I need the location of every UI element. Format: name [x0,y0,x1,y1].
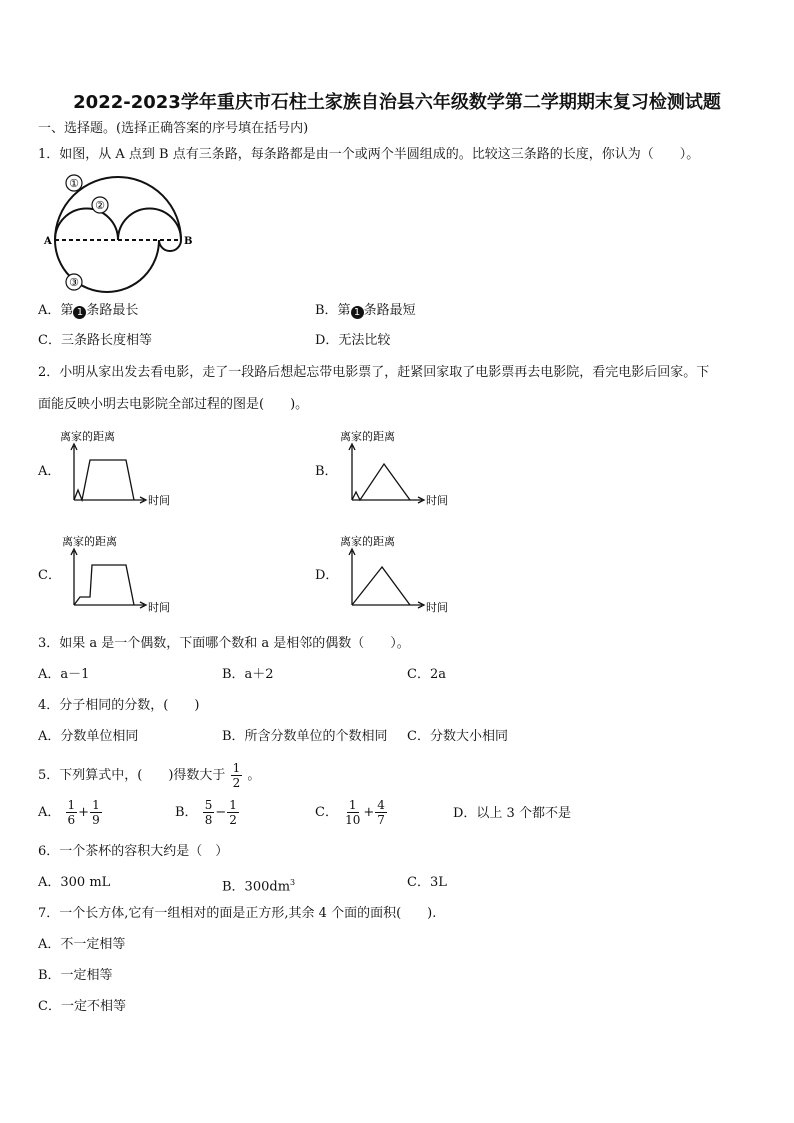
y-axis-label: 离家的距离 [62,535,117,548]
fraction [90,798,102,827]
q3-option-a[interactable]: A．a－1 [38,667,90,682]
numerator: 1 [348,798,357,812]
q6-stem: 6．一个茶杯的容积大约是（ ） [38,844,229,859]
denominator: 8 [204,813,213,827]
q7-option-c[interactable]: C．一定不相等 [38,999,126,1014]
x-axis-label: 时间 [148,494,170,507]
numerator: 5 [204,798,213,812]
numerator: 1 [229,798,237,812]
q2-option-a[interactable]: A． [38,464,61,479]
section-heading: 一、选择题。(选择正确答案的序号填在括号内) [38,121,309,136]
y-axis-label: 离家的距离 [340,430,395,443]
numerator: 4 [377,798,385,812]
q1-point-a: A [44,236,52,247]
fraction [231,761,243,790]
option-label: C． [315,805,338,820]
fraction [343,798,362,827]
q2-graph-b [338,428,463,510]
q2-graph-a [58,428,183,510]
q1-option-a[interactable] [38,303,138,319]
q1-option-c[interactable]: C．三条路长度相等 [38,333,152,348]
q5-option-b[interactable] [175,797,240,829]
q1-semicircle-figure [38,170,198,295]
q4-option-a[interactable]: A．分数单位相同 [38,729,139,744]
option-label: A． [38,805,61,820]
x-axis-label: 时间 [426,494,448,507]
q5-option-a[interactable] [38,797,103,829]
denominator: 6 [67,813,76,827]
fraction [375,798,387,827]
numerator: 1 [92,798,100,812]
q7-option-b[interactable]: B．一定相等 [38,968,113,983]
denominator: 9 [92,813,100,827]
q2-graph-d [338,533,463,615]
q1-option-b[interactable] [315,303,416,319]
operator: + [78,805,90,820]
fraction [66,798,78,827]
q1-option-d[interactable]: D．无法比较 [315,333,391,348]
numerator: 1 [232,761,241,775]
q6-option-b-exponent: 3 [290,878,296,887]
fraction [203,798,215,827]
q7-option-a[interactable]: A．不一定相等 [38,937,126,952]
q1-path-3-label: ③ [69,276,79,289]
q1-option-a-suffix: 条路最长 [86,303,139,318]
q5-option-d[interactable]: D．以上 3 个都不是 [453,806,571,821]
q1-path-2-label: ② [95,199,105,212]
denominator: 2 [232,776,241,790]
q4-option-b[interactable]: B．所含分数单位的个数相同 [222,729,388,744]
q2-option-c[interactable]: C． [38,568,61,583]
q2-option-b[interactable]: B． [315,464,338,479]
denominator: 2 [229,813,237,827]
q1-path-1-label: ① [69,177,79,190]
q2-stem-line2: 面能反映小明去电影院全部过程的图是( )。 [38,397,309,412]
q3-option-c[interactable]: C．2a [407,667,446,682]
x-axis-label: 时间 [426,601,448,614]
operator: − [215,805,227,820]
q3-stem: 3．如果 a 是一个偶数，下面哪个数和 a 是相邻的偶数（ ）。 [38,636,410,651]
q7-stem: 7．一个长方体,它有一组相对的面是正方形,其余 4 个面的面积( ). [38,906,437,921]
denominator: 7 [377,813,385,827]
q6-option-b-text: B．300dm [222,879,291,895]
circled-number-icon: 1 [351,306,364,319]
operator: + [363,805,375,820]
option-label: B． [175,805,198,820]
q3-option-b[interactable]: B．a＋2 [222,667,274,682]
q6-option-b[interactable] [222,875,295,895]
page-title: 2022-2023学年重庆市石柱土家族自治县六年级数学第二学期期末复习检测试题 [73,92,721,113]
denominator: 10 [345,813,361,827]
q4-option-c[interactable]: C．分数大小相同 [407,729,508,744]
y-axis-label: 离家的距离 [340,535,395,548]
q5-stem-text: 5．下列算式中，( )得数大于 [38,768,226,783]
q6-option-a[interactable]: A．300 mL [38,875,111,890]
q1-option-a-prefix: A．第 [38,303,74,318]
q1-point-b: B [184,236,193,247]
q6-option-c[interactable]: C．3L [407,875,447,890]
q2-stem-line1: 2．小明从家出发去看电影，走了一段路后想起忘带电影票了，赶紧回家取了电影票再去电影院，看完电影后回家。下 [38,365,710,380]
q2-graph-c [58,533,183,615]
q1-option-b-suffix: 条路最短 [363,303,416,318]
q1-stem: 1．如图，从 A 点到 B 点有三条路，每条路都是由一个或两个半圆组成的。比较这三条路的长度，你认为（ ）。 [38,147,700,162]
numerator: 1 [67,798,76,812]
q1-option-b-prefix: B．第 [315,303,351,318]
circled-number-icon: 1 [73,306,86,319]
fraction [227,798,239,827]
x-axis-label: 时间 [148,601,170,614]
y-axis-label: 离家的距离 [60,430,115,443]
q5-stem [38,761,260,791]
q5-stem-end: 。 [247,768,261,783]
q4-stem: 4．分子相同的分数，( ) [38,698,200,713]
q5-option-c[interactable] [315,797,388,829]
q2-option-d[interactable]: D． [315,568,339,583]
